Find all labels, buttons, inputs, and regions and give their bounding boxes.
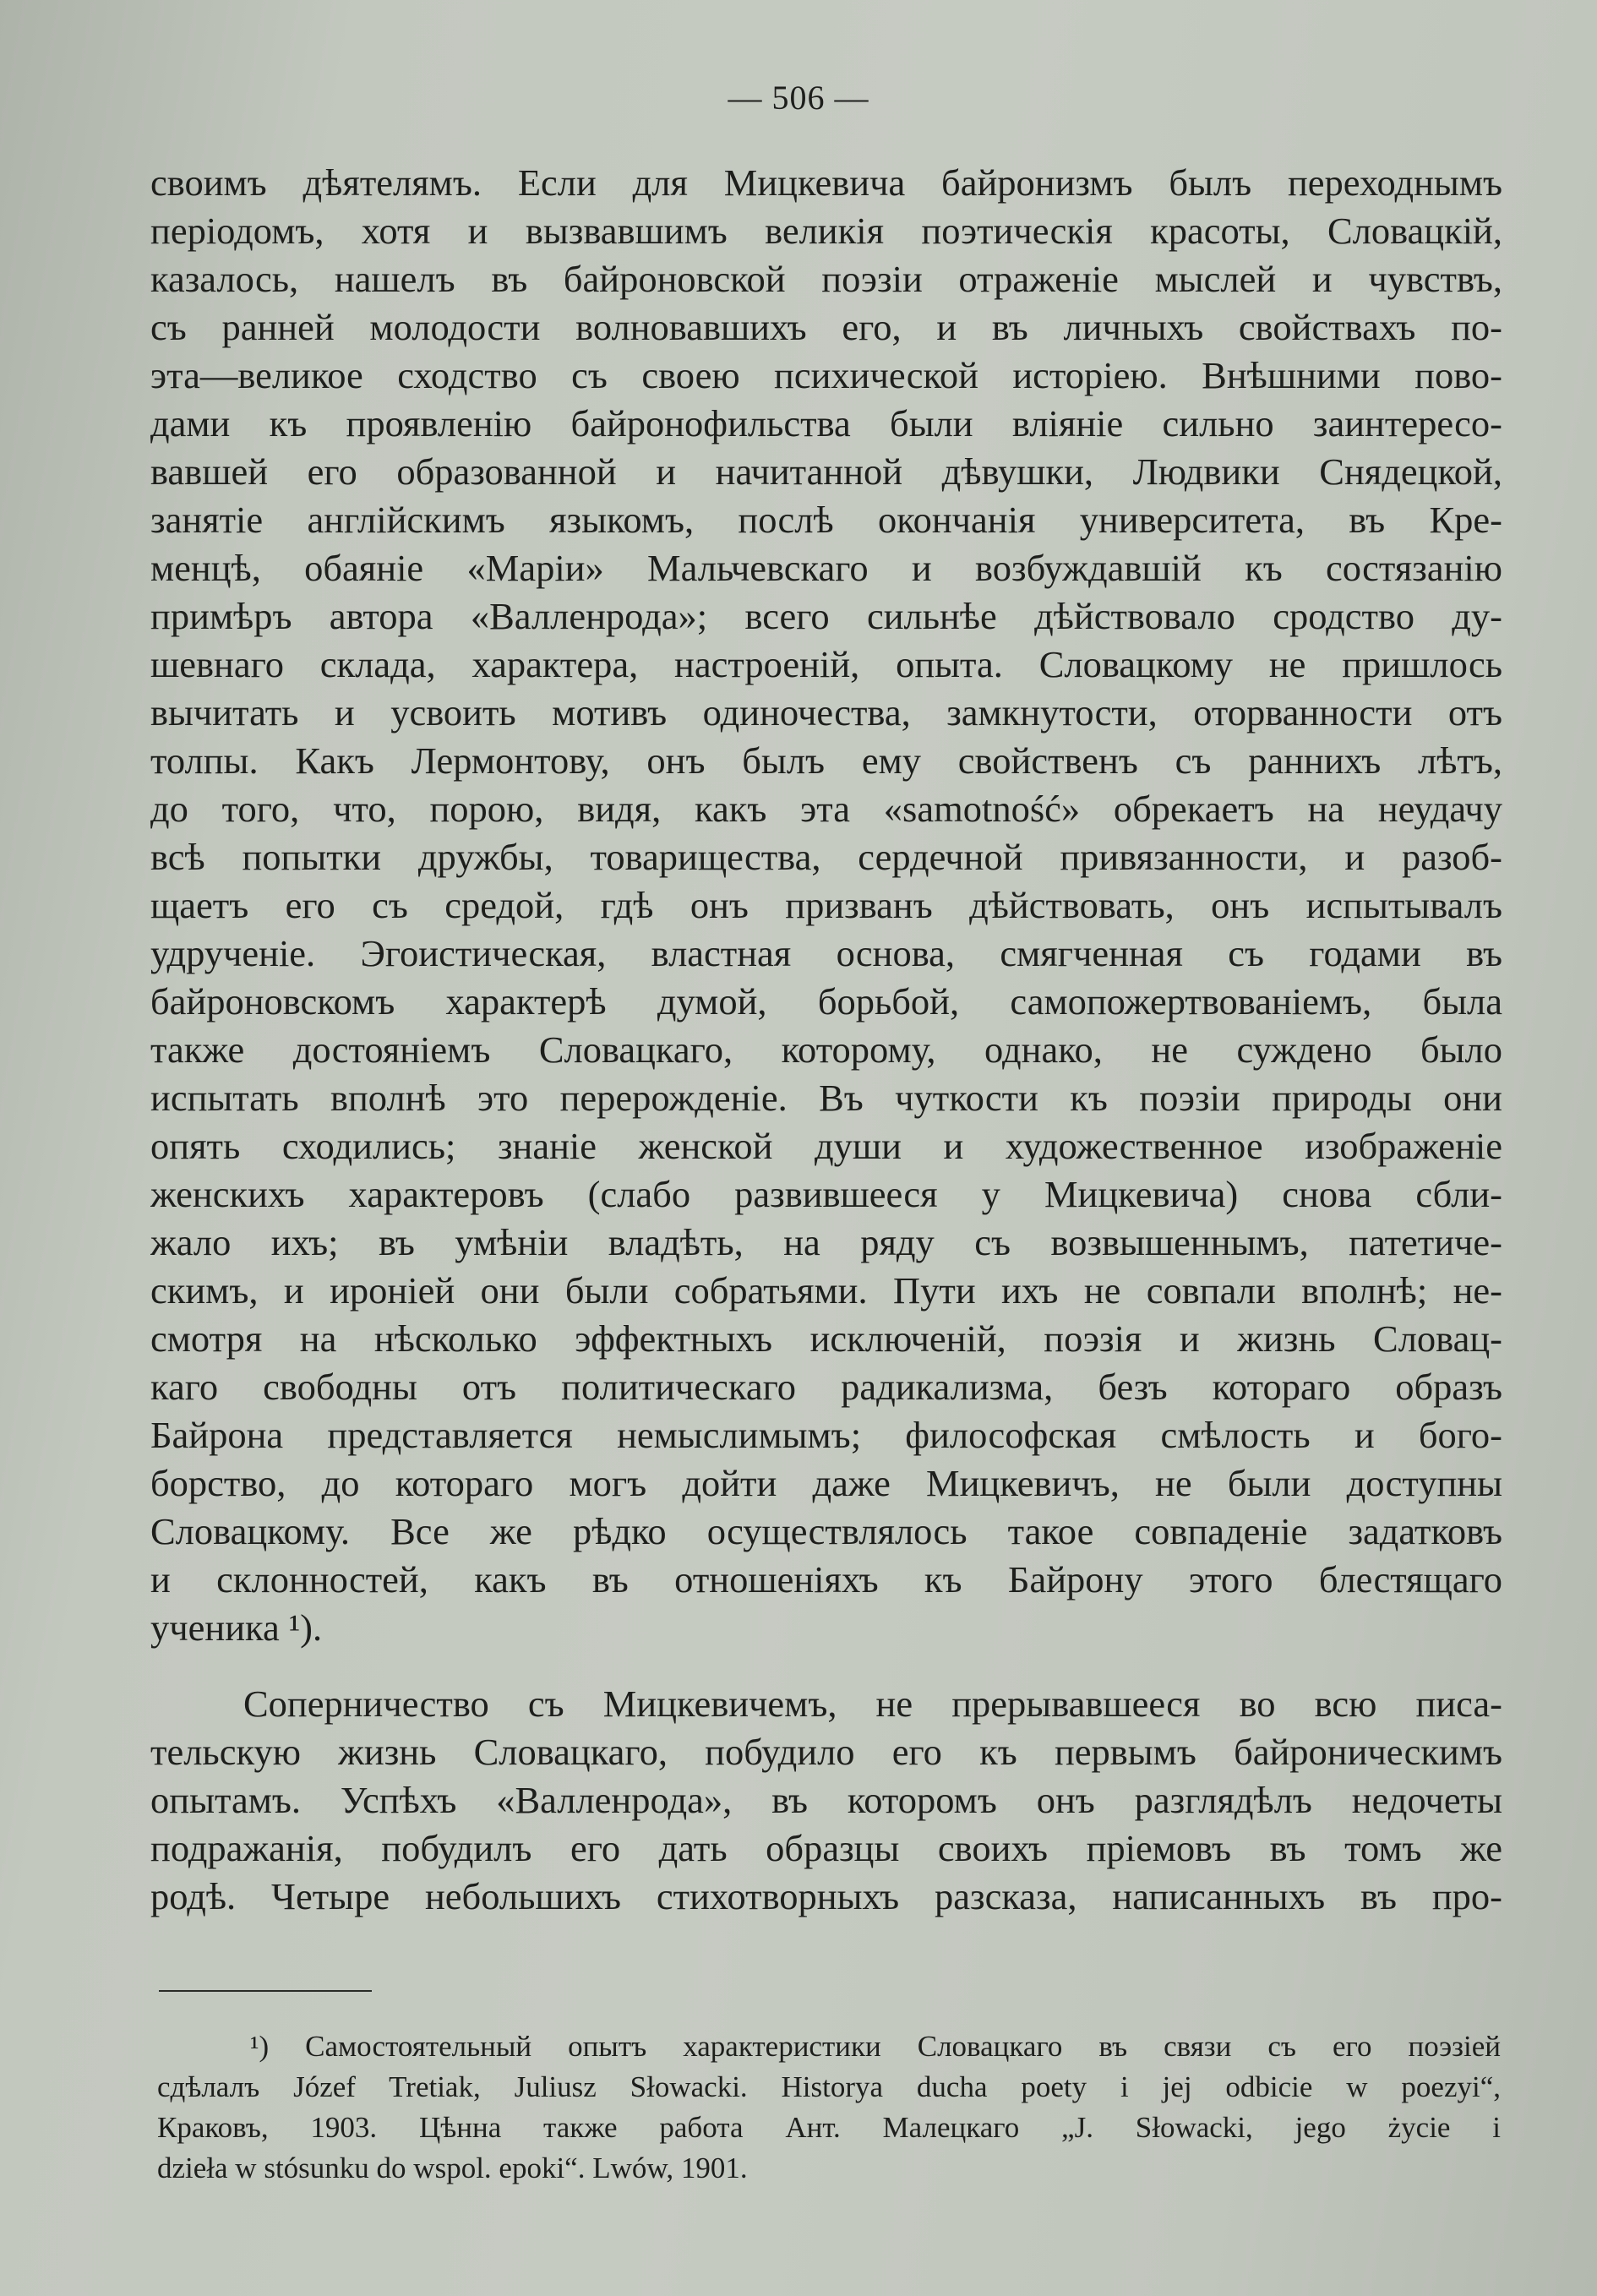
- text-line: скимъ, и ироніей они были собратьями. Пути ихъ не совпали вполнѣ; не-: [150, 1269, 1502, 1312]
- text-line: вавшей его образованной и начитанной дѣвушки, Людвики Снядецкой,: [150, 450, 1502, 493]
- text-line: борство, до котораго могъ дойти даже Мицкевичъ, не были доступны: [150, 1462, 1502, 1504]
- text-line: жало ихъ; въ умѣніи владѣть, на ряду съ возвышеннымъ, патетиче-: [150, 1221, 1502, 1263]
- text-line: періодомъ, хотя и вызвавшимъ великія поэтическія красоты, Словацкій,: [150, 210, 1502, 252]
- text-line: до того, что, порою, видя, какъ эта «samotność» обрекаетъ на неудачу: [150, 788, 1502, 830]
- paragraph-2: [150, 1680, 1502, 1921]
- text-line: толпы. Какъ Лермонтову, онъ былъ ему свойственъ съ раннихъ лѣтъ,: [150, 739, 1502, 782]
- page-number: — 506 —: [728, 79, 869, 117]
- text-line: Словацкому. Все же рѣдко осуществлялось такое совпаденіе задатковъ: [150, 1510, 1502, 1552]
- text-line: эта—великое сходство съ своею психической исторіею. Внѣшними пово-: [150, 354, 1502, 396]
- text-line: занятіе англійскимъ языкомъ, послѣ окончанія университета, въ Кре-: [150, 499, 1502, 541]
- text-line: опытамъ. Успѣхъ «Валленрода», въ которомъ онъ разглядѣлъ недочеты: [150, 1779, 1502, 1821]
- text-line: байроновскомъ характерѣ думой, борьбой, самопожертвованіемъ, была: [150, 980, 1502, 1023]
- footnote-line: ¹) Самостоятельный опытъ характеристики Словацкаго въ связи съ его поэзіей: [250, 2030, 1501, 2063]
- text-line: опять сходились; знаніе женской души и художественное изображеніе: [150, 1125, 1502, 1167]
- text-line: менцѣ, обаяніе «Маріи» Мальчевскаго и возбуждавшій къ состязанію: [150, 547, 1502, 589]
- text-line: примѣръ автора «Валленрода»; всего сильнѣе дѣйствовало сродство ду-: [150, 595, 1502, 637]
- text-line: каго свободны отъ политическаго радикализма, безъ котораго образъ: [150, 1366, 1502, 1408]
- text-line: своимъ дѣятелямъ. Если для Мицкевича байронизмъ былъ переходнымъ: [150, 161, 1502, 204]
- text-line: женскихъ характеровъ (слабо развившееся у Мицкевича) снова сбли-: [150, 1173, 1502, 1215]
- footnote-1: [157, 2026, 1501, 2189]
- text-line: Байрона представляется немыслимымъ; философская смѣлость и бого-: [150, 1414, 1502, 1456]
- text-line: и склонностей, какъ въ отношеніяхъ къ Байрону этого блестящаго: [150, 1558, 1502, 1601]
- text-line: удрученіе. Эгоистическая, властная основа, смягченная съ годами въ: [150, 932, 1502, 974]
- text-line: подражанія, побудилъ его дать образцы своихъ пріемовъ въ томъ же: [150, 1827, 1502, 1869]
- footnote-divider: [159, 1990, 372, 1992]
- text-line: дами къ проявленію байронофильства были вліяніе сильно заинтересо-: [150, 402, 1502, 444]
- text-line: смотря на нѣсколько эффектныхъ исключеній, поэзія и жизнь Словац-: [150, 1317, 1502, 1360]
- text-line: шевнаго склада, характера, настроеній, опыта. Словацкому не пришлось: [150, 643, 1502, 685]
- footnote-line: Краковъ, 1903. Цѣнна также работа Ант. Малецкаго „J. Słowacki, jego życie i: [157, 2111, 1501, 2144]
- text-line: съ ранней молодости волновавшихъ его, и въ личныхъ свойствахъ по-: [150, 306, 1502, 348]
- text-line: всѣ попытки дружбы, товарищества, сердечной привязанности, и разоб-: [150, 836, 1502, 878]
- paragraph-1: [150, 159, 1502, 1652]
- text-line: родѣ. Четыре небольшихъ стихотворныхъ разсказа, написанныхъ въ про-: [150, 1875, 1502, 1917]
- text-line: казалось, нашелъ въ байроновской поэзіи отраженіе мыслей и чувствъ,: [150, 258, 1502, 300]
- footnote-line: dzieła w stósunku do wspol. epoki“. Lwów, 1901.: [157, 2151, 748, 2184]
- text-line: ученика ¹).: [150, 1606, 323, 1649]
- text-line: испытать вполнѣ это перерожденіе. Въ чуткости къ поэзіи природы они: [150, 1077, 1502, 1119]
- text-line: также достояніемъ Словацкаго, которому, однако, не суждено было: [150, 1028, 1502, 1071]
- text-line: Соперничество съ Мицкевичемъ, не прерывавшееся во всю писа-: [243, 1682, 1502, 1725]
- text-line: вычитать и усвоить мотивъ одиночества, замкнутости, оторванности отъ: [150, 691, 1502, 734]
- text-line: щаетъ его съ средой, гдѣ онъ призванъ дѣйствовать, онъ испытывалъ: [150, 884, 1502, 926]
- footnote-line: сдѣлалъ Józef Tretiak, Juliusz Słowacki. Historya ducha poety i jej odbicie w poezyi“,: [157, 2070, 1501, 2103]
- text-line: тельскую жизнь Словацкаго, побудило его къ первымъ байроническимъ: [150, 1731, 1502, 1773]
